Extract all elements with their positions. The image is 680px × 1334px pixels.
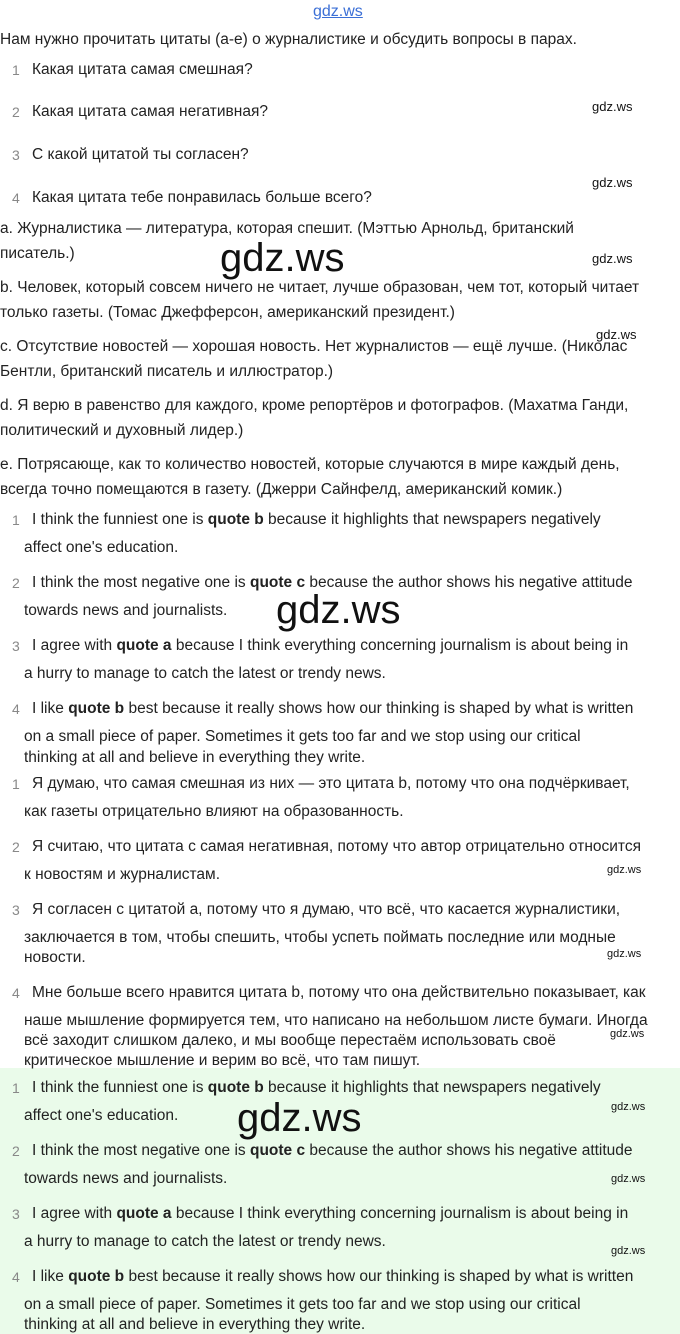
- en-answer-2-repeat-line-2: towards news and journalists.: [24, 1170, 228, 1187]
- en-answer-4-line-2: on a small piece of paper. Sometimes it gets too far and we stop using our critical: [24, 728, 581, 745]
- answer-number: 1: [12, 776, 20, 792]
- en-answer-1-repeat-line-2: affect one's education.: [24, 1107, 179, 1124]
- answer-number: 2: [12, 839, 20, 855]
- en-answer-2-repeat-line-1: I think the most negative one is quote c because the author shows his negative attitude: [32, 1142, 633, 1159]
- watermark-tiny: gdz.ws: [610, 1028, 645, 1040]
- en-answer-4-line-3: thinking at all and believe in everything they write.: [24, 749, 366, 766]
- en-answer-4-repeat-line-3: thinking at all and believe in everything they write.: [24, 1316, 366, 1333]
- watermark-large: gdz.ws: [220, 236, 345, 280]
- answer-number: 3: [12, 902, 20, 918]
- watermark-small: gdz.ws: [592, 251, 633, 266]
- ru-answer-4-line-4: критическое мышление и верим во всё, что там пишут.: [24, 1052, 421, 1069]
- watermark-tiny: gdz.ws: [611, 1101, 646, 1113]
- quote-a-line-1: a. Журналистика — литература, которая спешит. (Мэттью Арнольд, британский: [0, 220, 574, 237]
- answer-number: 2: [12, 1143, 20, 1159]
- quote-b-line-1: b. Человек, который совсем ничего не читает, лучше образован, чем тот, который читает: [0, 279, 640, 296]
- quote-e-line-1: e. Потрясающе, как то количество новостей, которые случаются в мире каждый день,: [0, 456, 620, 473]
- quote-d-line-2: политический и духовный лидер.): [0, 422, 244, 439]
- watermark-small: gdz.ws: [592, 99, 633, 114]
- intro-text: Нам нужно прочитать цитаты (a-e) о журналистике и обсудить вопросы в парах.: [0, 31, 577, 48]
- answer-number: 4: [12, 1269, 20, 1285]
- en-answer-4-repeat-line-2: on a small piece of paper. Sometimes it gets too far and we stop using our critical: [24, 1296, 581, 1313]
- quote-d-line-1: d. Я верю в равенство для каждого, кроме репортёров и фотографов. (Махатма Ганди,: [0, 397, 629, 414]
- ru-answer-2-line-2: к новостям и журналистам.: [24, 866, 220, 883]
- ru-answer-1-line-2: как газеты отрицательно влияют на образованность.: [24, 803, 404, 820]
- answer-number: 3: [12, 1206, 20, 1222]
- en-answer-3-line-2: a hurry to manage to catch the latest or trendy news.: [24, 665, 386, 682]
- en-answer-2-line-2: towards news and journalists.: [24, 602, 228, 619]
- quote-b-line-2: только газеты. (Томас Джефферсон, американский президент.): [0, 304, 455, 321]
- answer-number: 4: [12, 985, 20, 1001]
- ru-answer-4-line-3: всё заходит слишком далеко, и мы вообще перестаём использовать своё: [24, 1032, 556, 1049]
- watermark-tiny: gdz.ws: [611, 1173, 646, 1185]
- en-answer-3-repeat-line-2: a hurry to manage to catch the latest or trendy news.: [24, 1233, 386, 1250]
- question-3: С какой цитатой ты согласен?: [32, 146, 249, 163]
- watermark-large: gdz.ws: [237, 1096, 362, 1140]
- en-answer-3-repeat-line-1: I agree with quote a because I think everything concerning journalism is about being in: [32, 1205, 629, 1222]
- watermark-small: gdz.ws: [592, 175, 633, 190]
- en-answer-1-line-2: affect one's education.: [24, 539, 179, 556]
- answer-number: 1: [12, 1080, 20, 1096]
- en-answer-1-repeat-line-1: I think the funniest one is quote b because it highlights that newspapers negatively: [32, 1079, 601, 1096]
- quote-a-line-2: писатель.): [0, 245, 75, 262]
- ru-answer-3-line-2: заключается в том, чтобы спешить, чтобы успеть поймать последние или модные: [24, 929, 616, 946]
- watermark-tiny: gdz.ws: [611, 1245, 646, 1257]
- ru-answer-3-line-1: Я согласен с цитатой а, потому что я думаю, что всё, что касается журналистики,: [32, 901, 621, 918]
- watermark-tiny: gdz.ws: [607, 864, 642, 876]
- answer-number: 4: [12, 701, 20, 717]
- quote-e-line-2: всегда точно помещаются в газету. (Джерри Сайнфелд, американский комик.): [0, 481, 563, 498]
- ru-answer-2-line-1: Я считаю, что цитата с самая негативная, потому что автор отрицательно относится: [32, 838, 641, 855]
- ru-answer-1-line-1: Я думаю, что самая смешная из них — это цитата b, потому что она подчёркивает,: [32, 775, 630, 792]
- en-answer-2-line-1: I think the most negative one is quote c because the author shows his negative attitude: [32, 574, 633, 591]
- question-number: 1: [12, 62, 20, 78]
- quote-c-line-1: c. Отсутствие новостей — хорошая новость. Нет журналистов — ещё лучше. (Николас: [0, 338, 628, 355]
- ru-answer-4-line-2: наше мышление формируется тем, что написано на небольшом листе бумаги. Иногда: [24, 1012, 648, 1029]
- watermark-tiny: gdz.ws: [607, 948, 642, 960]
- site-watermark-link[interactable]: gdz.ws: [313, 3, 363, 20]
- watermark-small: gdz.ws: [596, 327, 637, 342]
- ru-answer-4-line-1: Мне больше всего нравится цитата b, потому что она действительно показывает, как: [32, 984, 646, 1001]
- en-answer-4-line-1: I like quote b best because it really shows how our thinking is shaped by what is written: [32, 700, 634, 717]
- en-answer-1-line-1: I think the funniest one is quote b because it highlights that newspapers negatively: [32, 511, 601, 528]
- watermark-large: gdz.ws: [276, 588, 401, 632]
- question-number: 4: [12, 190, 20, 206]
- question-1: Какая цитата самая смешная?: [32, 61, 253, 78]
- answer-number: 1: [12, 512, 20, 528]
- question-number: 2: [12, 104, 20, 120]
- question-number: 3: [12, 147, 20, 163]
- quote-c-line-2: Бентли, британский писатель и иллюстратор.): [0, 363, 334, 380]
- ru-answer-3-line-3: новости.: [24, 949, 86, 966]
- en-answer-3-line-1: I agree with quote a because I think everything concerning journalism is about being in: [32, 637, 629, 654]
- en-answer-4-repeat-line-1: I like quote b best because it really shows how our thinking is shaped by what is written: [32, 1268, 634, 1285]
- answer-number: 2: [12, 575, 20, 591]
- question-4: Какая цитата тебе понравилась больше всего?: [32, 189, 372, 206]
- answer-number: 3: [12, 638, 20, 654]
- question-2: Какая цитата самая негативная?: [32, 103, 268, 120]
